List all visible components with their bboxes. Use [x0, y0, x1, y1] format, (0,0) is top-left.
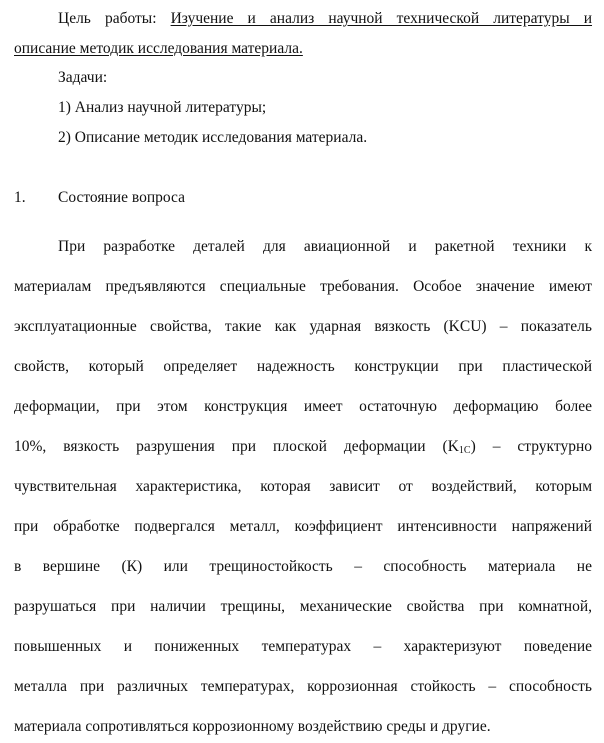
paragraph-line-5: деформации, при этом конструкция имеет остаточную деформацию более [14, 398, 592, 415]
paragraph-line-6 [14, 437, 592, 457]
section-title: Состояние вопроса [58, 189, 185, 206]
task-item-1: 1) Анализ научной литературы; [58, 99, 267, 116]
paragraph-line-9: в вершине (К) или трещиностойкость – способность материала не [14, 558, 592, 575]
paragraph-line-10: разрушаться при наличии трещины, механические свойства при комнатной, [14, 598, 592, 615]
paragraph-line-3: эксплуатационные свойства, такие как ударная вязкость (KCU) – показатель [14, 318, 592, 335]
paragraph-line-2: материалам предъявляются специальные требования. Особое значение имеют [14, 278, 592, 295]
goal-line-2 [14, 39, 592, 59]
goal-text-part-1: Изучение и анализ научной технической литературы и [170, 10, 593, 27]
paragraph-line-12: металла при различных температурах, коррозионная стойкость – способность [14, 678, 592, 695]
task-item-2: 2) Описание методик исследования материала. [58, 129, 368, 146]
paragraph-line-7: чувствительная характеристика, которая зависит от воздействий, которым [14, 478, 592, 495]
k1c-after: ) – структурно [470, 438, 592, 455]
paragraph-line-8: при обработке подвергался металл, коэффициент интенсивности напряжений [14, 518, 592, 535]
goal-label: Цель работы: [58, 10, 157, 27]
section-number: 1. [14, 189, 26, 206]
paragraph-line-1: При разработке деталей для авиационной и ракетной техники к [58, 238, 592, 255]
k1c-before: 10%, вязкость разрушения при плоской деформации (K [14, 438, 459, 455]
paragraph-line-4: свойств, который определяет надежность конструкции при пластической [14, 358, 592, 375]
tasks-label: Задачи: [58, 69, 108, 86]
goal-text-part-2: описание методик исследования материала. [14, 40, 303, 57]
goal-line-1 [58, 9, 592, 29]
paragraph-line-13: материала сопротивляться коррозионному воздействию среды и другие. [14, 718, 491, 735]
paragraph-line-11: повышенных и пониженных температурах – характеризуют поведение [14, 638, 592, 655]
k1c-subscript: 1C [458, 445, 471, 456]
